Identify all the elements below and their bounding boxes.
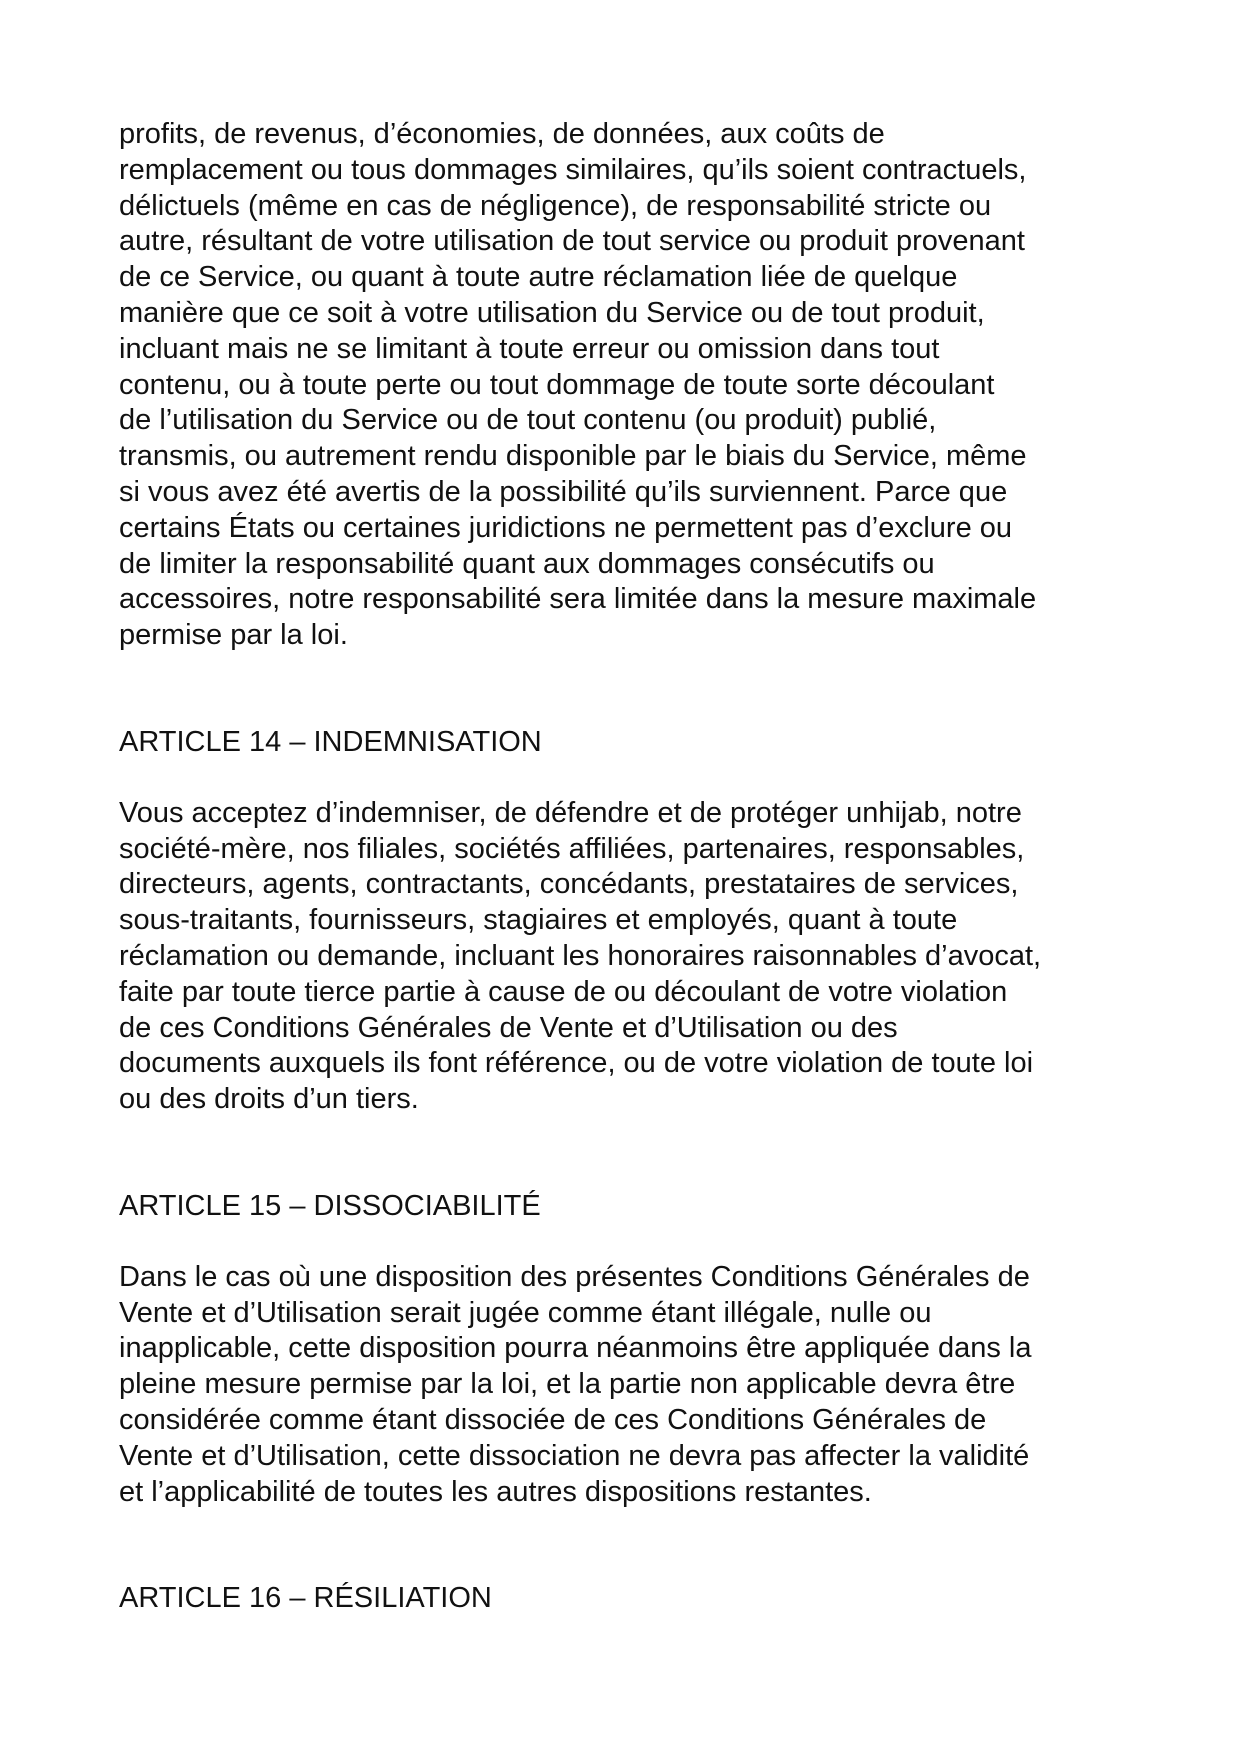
paragraph-line: contenu, ou à toute perte ou tout dommage de toute sorte découlant bbox=[119, 368, 995, 401]
section-spacer bbox=[119, 761, 1139, 796]
paragraph-line: de l’utilisation du Service ou de tout contenu (ou produit) publié, bbox=[119, 404, 937, 437]
document-page bbox=[119, 117, 1139, 1617]
intro-paragraph bbox=[119, 117, 1139, 654]
paragraph-line: délictuels (même en cas de négligence), de responsabilité stricte ou bbox=[119, 189, 992, 222]
paragraph-line: si vous avez été avertis de la possibilité qu’ils surviennent. Parce que bbox=[119, 475, 1008, 508]
paragraph-line: société-mère, nos filiales, sociétés affiliées, partenaires, responsables, bbox=[119, 832, 1025, 865]
article-15-heading: ARTICLE 15 – DISSOCIABILITÉ bbox=[119, 1189, 541, 1222]
paragraph-line: ou des droits d’un tiers. bbox=[119, 1083, 419, 1116]
section-spacer bbox=[119, 1118, 1139, 1189]
paragraph-line: Vente et d’Utilisation, cette dissociation ne devra pas affecter la validité bbox=[119, 1439, 1030, 1472]
paragraph-line: certains États ou certaines juridictions ne permettent pas d’exclure ou bbox=[119, 511, 1013, 544]
paragraph-line: de limiter la responsabilité quant aux dommages consécutifs ou bbox=[119, 547, 935, 580]
article-14-paragraph bbox=[119, 796, 1139, 1118]
paragraph-line: réclamation ou demande, incluant les honoraires raisonnables d’avocat, bbox=[119, 939, 1042, 972]
paragraph-line: faite par toute tierce partie à cause de ou découlant de votre violation bbox=[119, 975, 1008, 1008]
article-14-heading: ARTICLE 14 – INDEMNISATION bbox=[119, 725, 542, 758]
paragraph-line: et l’applicabilité de toutes les autres dispositions restantes. bbox=[119, 1475, 872, 1508]
paragraph-line: accessoires, notre responsabilité sera limitée dans la mesure maximale bbox=[119, 583, 1037, 616]
paragraph-line: documents auxquels ils font référence, ou de votre violation de toute loi bbox=[119, 1047, 1034, 1080]
section-spacer bbox=[119, 1510, 1139, 1581]
paragraph-line: permise par la loi. bbox=[119, 619, 348, 652]
paragraph-line: Vous acceptez d’indemniser, de défendre et de protéger unhijab, notre bbox=[119, 796, 1022, 829]
paragraph-line: inapplicable, cette disposition pourra néanmoins être appliquée dans la bbox=[119, 1332, 1032, 1365]
paragraph-line: transmis, ou autrement rendu disponible par le biais du Service, même bbox=[119, 440, 1027, 473]
paragraph-line: de ces Conditions Générales de Vente et d’Utilisation ou des bbox=[119, 1011, 898, 1044]
paragraph-line: pleine mesure permise par la loi, et la partie non applicable devra être bbox=[119, 1368, 1016, 1401]
paragraph-line: remplacement ou tous dommages similaires, qu’ils soient contractuels, bbox=[119, 153, 1027, 186]
paragraph-line: de ce Service, ou quant à toute autre réclamation liée de quelque bbox=[119, 261, 958, 294]
paragraph-line: Dans le cas où une disposition des présentes Conditions Générales de bbox=[119, 1260, 1030, 1293]
paragraph-line: manière que ce soit à votre utilisation du Service ou de tout produit, bbox=[119, 296, 985, 329]
article-15-paragraph bbox=[119, 1260, 1139, 1511]
section-spacer bbox=[119, 1225, 1139, 1260]
paragraph-line: incluant mais ne se limitant à toute erreur ou omission dans tout bbox=[119, 332, 940, 365]
paragraph-line: autre, résultant de votre utilisation de tout service ou produit provenant bbox=[119, 225, 1025, 258]
paragraph-line: Vente et d’Utilisation serait jugée comme étant illégale, nulle ou bbox=[119, 1296, 932, 1329]
section-spacer bbox=[119, 654, 1139, 725]
paragraph-line: profits, de revenus, d’économies, de données, aux coûts de bbox=[119, 118, 885, 150]
paragraph-line: directeurs, agents, contractants, concédants, prestataires de services, bbox=[119, 868, 1019, 901]
paragraph-line: sous-traitants, fournisseurs, stagiaires et employés, quant à toute bbox=[119, 904, 958, 937]
paragraph-line: considérée comme étant dissociée de ces Conditions Générales de bbox=[119, 1403, 987, 1436]
article-16-heading: ARTICLE 16 – RÉSILIATION bbox=[119, 1582, 492, 1615]
